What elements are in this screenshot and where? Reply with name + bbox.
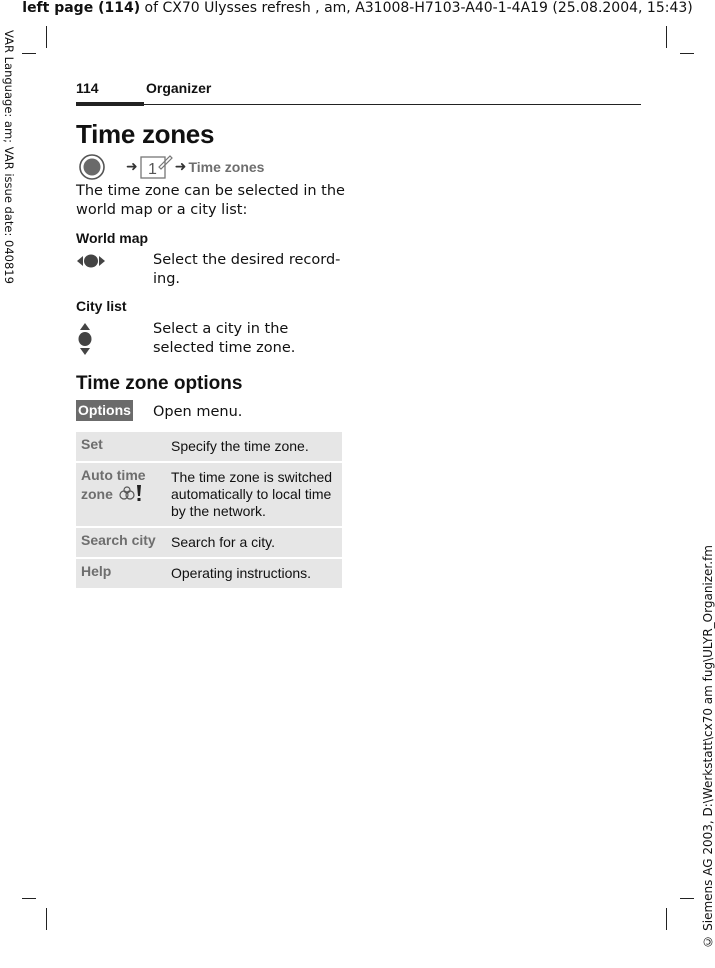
crop-mark [680, 53, 694, 54]
crop-mark [46, 26, 47, 48]
path-arrow: ➜ [174, 159, 187, 175]
option-name: Auto time zone [81, 467, 146, 502]
table-row [76, 559, 342, 588]
option-name: Help [76, 559, 166, 588]
running-head-section: Organizer [146, 80, 212, 96]
option-description: The time zone is switched automatically to local time by the network. [166, 463, 342, 526]
print-header-info: of CX70 Ulysses refresh , am, A31008-H7103-A40-1-4A19 (25.08.2004, 15:43) [140, 0, 693, 16]
table-row [76, 463, 342, 526]
header-rule-thick [76, 102, 144, 106]
side-note-language: VAR Language: am; VAR issue date: 040819 [2, 30, 16, 284]
page-number: 114 [76, 80, 99, 96]
city-list-heading: City list [76, 298, 127, 314]
table-row [76, 432, 342, 461]
crop-mark [46, 908, 47, 930]
world-map-description: Select the desired record-ing. [153, 252, 341, 287]
up-down-navigation-key-icon [77, 322, 93, 356]
options-table [76, 430, 342, 590]
crop-mark [22, 898, 36, 899]
running-head [76, 80, 211, 96]
page-title: Time zones [76, 119, 215, 149]
navigation-path [78, 152, 264, 182]
navigation-key-icon [78, 153, 106, 181]
options-softkey-description: Open menu. [153, 404, 243, 420]
left-right-navigation-key-icon [76, 253, 106, 269]
organizer-menu-icon [139, 153, 173, 181]
path-arrow: ➜ [126, 159, 138, 175]
crop-mark [666, 26, 667, 48]
option-name: Search city [76, 528, 166, 557]
city-list-description: Select a city in the selected time zone. [153, 321, 296, 356]
option-description: Specify the time zone. [166, 432, 342, 461]
options-heading: Time zone options [76, 373, 243, 394]
crop-mark [680, 898, 694, 899]
print-header-page: left page (114) [22, 0, 141, 16]
option-description: Operating instructions. [166, 559, 342, 588]
intro-text: The time zone can be selected in the world map or a city list: [76, 183, 345, 218]
option-name: Set [76, 432, 166, 461]
option-description: Search for a city. [166, 528, 342, 557]
crop-mark [22, 53, 36, 54]
crop-mark [666, 908, 667, 930]
world-map-heading: World map [76, 230, 149, 246]
table-row [76, 528, 342, 557]
option-name-cell [76, 463, 166, 526]
options-softkey[interactable]: Options [76, 400, 133, 421]
print-header [0, 0, 715, 16]
side-note-copyright: © Siemens AG 2003, D:\Werkstatt\cx70 am fug\ULYR_Organizer.fm [701, 545, 715, 949]
svg-text:1: 1 [147, 161, 157, 178]
exclamation-icon [136, 484, 142, 502]
path-item-time-zones: Time zones [188, 159, 265, 175]
header-rule [144, 104, 641, 105]
network-service-icon [118, 486, 136, 502]
